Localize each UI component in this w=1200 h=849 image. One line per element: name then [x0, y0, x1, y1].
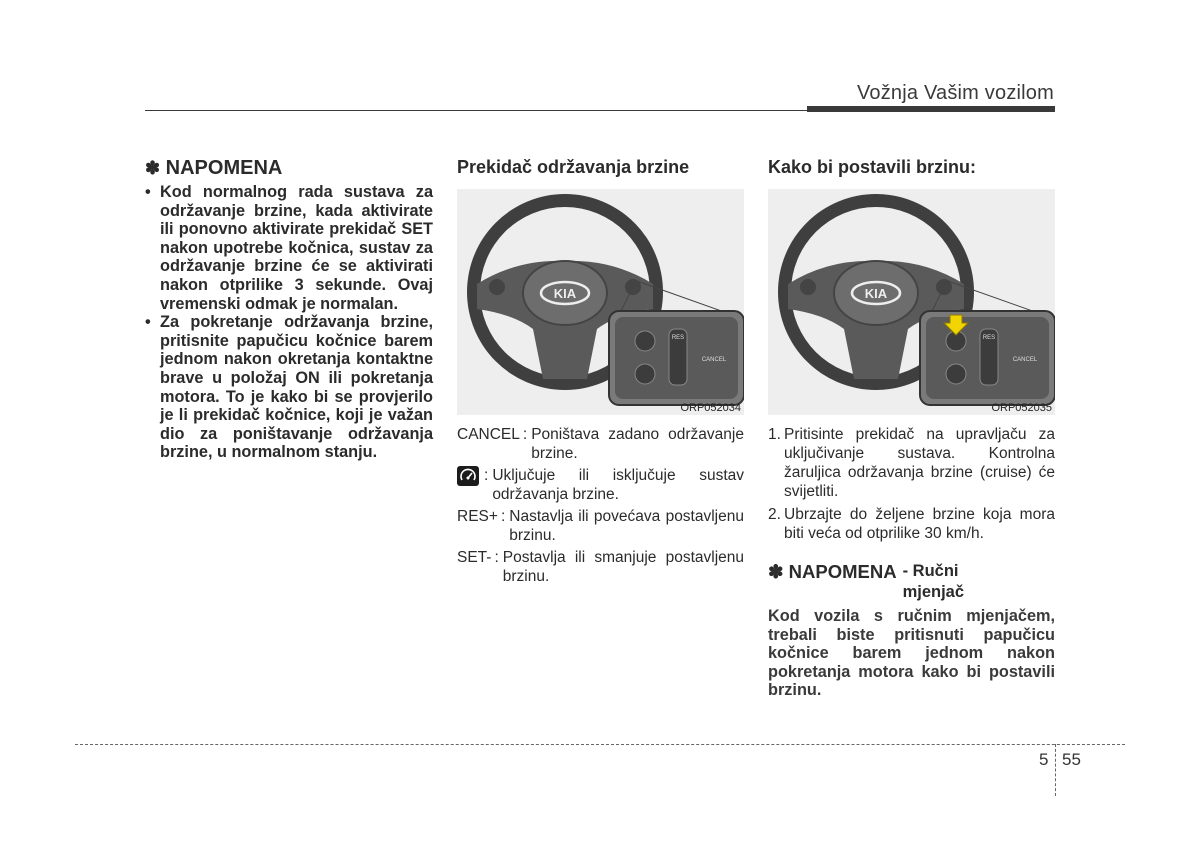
res-label: RES [671, 335, 685, 341]
note-column [145, 155, 433, 462]
definition-description: Uključuje ili isključuje sustav održavanja brzine. [492, 467, 744, 503]
cruise-on-off-button [635, 331, 655, 351]
kia-logo-icon: KIA [553, 286, 577, 301]
definition-row [457, 425, 744, 463]
steering-wheel-illustration [457, 189, 744, 415]
definition-row [457, 548, 744, 586]
page-header-title: Vožnja Vašim vozilom [856, 82, 1054, 104]
note-title: NAPOMENA [788, 561, 897, 582]
definition-term [457, 466, 481, 504]
definition-term: SET- [457, 549, 492, 566]
note-title: NAPOMENA [165, 157, 283, 179]
step-text: Pritisinte prekidač na upravljaču za uključivanje sustava. Kontrolna žaruljica održavanja brzine (cruise) će svijetliti. [784, 426, 1055, 500]
res-label: RES [982, 335, 996, 341]
step-number: 1. [768, 426, 781, 443]
note-item: • Kod normalnog rada sustava za održavanje brzine, kada aktivirate ili ponovno aktivirate prekidač SET nakon upotrebe kočnica, sustav za održavanje brzine će se aktivirati nakon otprilike 3 sekunde. Ovaj vremenski odmak je normalan. [145, 183, 433, 313]
section-title: Prekidač održavanja brzine [457, 157, 690, 177]
note-title-group [768, 561, 897, 603]
definition-separator: : [494, 549, 499, 566]
cruise-switch-icon [457, 466, 479, 486]
note-heading [145, 155, 433, 181]
cancel-label: CANCEL [1012, 357, 1038, 363]
header-rule-accent [807, 106, 1055, 112]
definition-row [457, 466, 744, 504]
distance-button [635, 364, 655, 384]
steering-wheel-figure [457, 189, 744, 415]
step-item [768, 505, 1055, 543]
figure-code: ORP052035 [991, 402, 1052, 414]
header-rule [145, 110, 807, 111]
definition-description: Nastavlja ili povećava postavljenu brzinu. [509, 508, 744, 544]
definition-term: CANCEL [457, 426, 520, 443]
cancel-label: CANCEL [701, 357, 727, 363]
page-number: 55 [1062, 750, 1081, 769]
chapter-number: 5 [1039, 750, 1049, 769]
figure-code: ORP052034 [680, 402, 741, 414]
distance-button [946, 364, 966, 384]
section-title: Kako bi postavili brzinu: [768, 157, 977, 177]
note-list [145, 183, 433, 462]
step-number: 2. [768, 506, 781, 523]
manual-transmission-note-heading [768, 561, 1055, 603]
step-item [768, 425, 1055, 501]
note-star-icon: ✽ [145, 158, 161, 178]
note-item: • Za pokretanje održavanja brzine, pritisnite papučicu kočnice barem jednom nakon okretanja kontaktne brave u položaj ON ili pokretanja motora. To je kako bi se provjerilo je li prekidač kočnice, koji je važan dio za poništavanje održavanja brzine, u normalnom stanju. [145, 313, 433, 462]
wheel-left-buttons [800, 279, 816, 295]
definition-separator: : [522, 426, 528, 443]
switch-column [457, 155, 744, 589]
steering-wheel-illustration [768, 189, 1055, 415]
steering-wheel-figure [768, 189, 1055, 415]
set-speed-column [768, 155, 1055, 700]
definition-separator: : [484, 467, 489, 484]
note-star-icon: ✽ [768, 561, 784, 582]
definition-row [457, 507, 744, 545]
definition-description: Postavlja ili smanjuje postavljenu brzinu. [502, 549, 744, 585]
definition-term: RES+ [457, 508, 498, 525]
switch-definitions [457, 425, 744, 586]
footer-rule [75, 744, 1125, 745]
note-subtitle: - Ručni mjenjač [902, 562, 965, 601]
manual-transmission-note-body: Kod vozila s ručnim mjenjačem, trebali biste pritisnuti papučicu kočnice barem jednom nakon pokretanja motora kako bi postavili brzinu. [768, 607, 1055, 700]
footer-divider [1055, 744, 1056, 796]
wheel-left-buttons [489, 279, 505, 295]
definition-description: Poništava zadano održavanje brzine. [531, 426, 744, 462]
kia-logo-icon: KIA [864, 286, 888, 301]
step-text: Ubrzajte do željene brzine koja mora biti veća od otprilike 30 km/h. [784, 506, 1055, 542]
definition-separator: : [500, 508, 506, 525]
set-speed-steps [768, 425, 1055, 543]
